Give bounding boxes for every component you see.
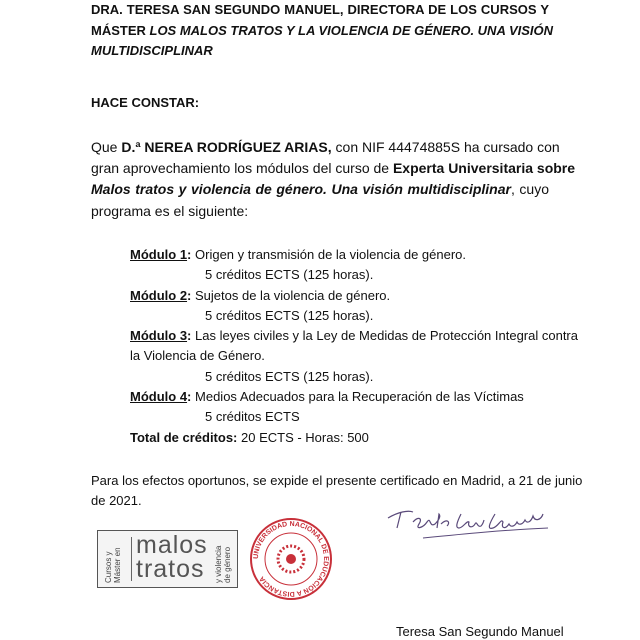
- module-title: Origen y transmisión de la violencia de género.: [195, 247, 466, 262]
- module-title: Medios Adecuados para la Recuperación de las Víctimas: [195, 389, 524, 404]
- module-3-credits: 5 créditos ECTS (125 horas).: [205, 369, 374, 384]
- logo-divider: [131, 537, 132, 581]
- module-title: Sujetos de la violencia de género.: [195, 288, 391, 303]
- module-1: [130, 247, 549, 263]
- course-title: LOS MALOS TRATOS Y LA VIOLENCIA DE GÉNERO. UNA VISIÓN: [149, 23, 554, 38]
- module-4-credits: 5 créditos ECTS: [205, 409, 300, 424]
- header-line-1: DRA. TERESA SAN SEGUNDO MANUEL, DIRECTORA DE LOS CURSOS Y: [91, 2, 549, 17]
- header-line-2: [91, 23, 554, 39]
- header-line-3: MULTIDISCIPLINAR: [91, 43, 213, 58]
- module-1-credits: 5 créditos ECTS (125 horas).: [205, 267, 374, 282]
- student-name: D.ª NEREA RODRÍGUEZ ARIAS,: [121, 139, 332, 155]
- intro-line-3: [91, 181, 549, 197]
- intro-nif: con NIF 44474885S ha cursado con: [331, 139, 560, 155]
- closing-line-1: Para los efectos oportunos, se expide el presente certificado en Madrid, a 21 de junio: [91, 473, 583, 488]
- malos-tratos-logo: [97, 530, 238, 588]
- course-name-cont: Malos tratos y violencia de género. Una visión multidisciplinar: [91, 181, 511, 197]
- logo-word-1: malos: [136, 531, 208, 559]
- module-label: Módulo 2: [130, 288, 188, 303]
- module-title: Las leyes civiles y la Ley de Medidas de Protección Integral contra: [195, 328, 578, 343]
- total-value: 20 ECTS - Horas: 500: [237, 430, 369, 445]
- intro-text: gran aprovechamiento los módulos del curso de: [91, 160, 393, 176]
- module-label: Módulo 3: [130, 328, 188, 343]
- university-seal: [249, 517, 333, 601]
- logo-right-text: y violencia de género: [214, 545, 232, 583]
- colon: :: [187, 288, 192, 303]
- total-credits: [130, 430, 549, 446]
- seal-text: UNIVERSIDAD NACIONAL DE EDUCACIÓN A DISTANCIA: [252, 520, 330, 598]
- intro-line-2: [91, 160, 576, 176]
- module-3-title-cont: la Violencia de Género.: [130, 348, 265, 363]
- colon: :: [187, 328, 192, 343]
- module-2: [130, 288, 549, 304]
- signature: [383, 500, 553, 545]
- colon: :: [187, 389, 192, 404]
- module-2-credits: 5 créditos ECTS (125 horas).: [205, 308, 374, 323]
- header-master: MÁSTER: [91, 23, 150, 38]
- module-4: [130, 389, 549, 405]
- intro-text: , cuyo: [510, 181, 549, 197]
- signer-name: Teresa San Segundo Manuel: [396, 624, 564, 639]
- module-3: [130, 328, 578, 344]
- intro-line-1: [91, 139, 560, 155]
- module-label: Módulo 1: [130, 247, 188, 262]
- hace-constar-heading: HACE CONSTAR:: [91, 95, 200, 110]
- intro-line-4: programa es el siguiente:: [91, 203, 249, 219]
- intro-text: Que: [91, 139, 122, 155]
- logo-left-text: Cursos y Máster en: [104, 547, 122, 583]
- course-name: Experta Universitaria sobre: [392, 160, 576, 176]
- module-label: Módulo 4: [130, 389, 188, 404]
- total-label: Total de créditos:: [130, 430, 238, 445]
- closing-line-2: de 2021.: [91, 493, 142, 508]
- logo-word-2: tratos: [136, 555, 205, 583]
- colon: :: [187, 247, 192, 262]
